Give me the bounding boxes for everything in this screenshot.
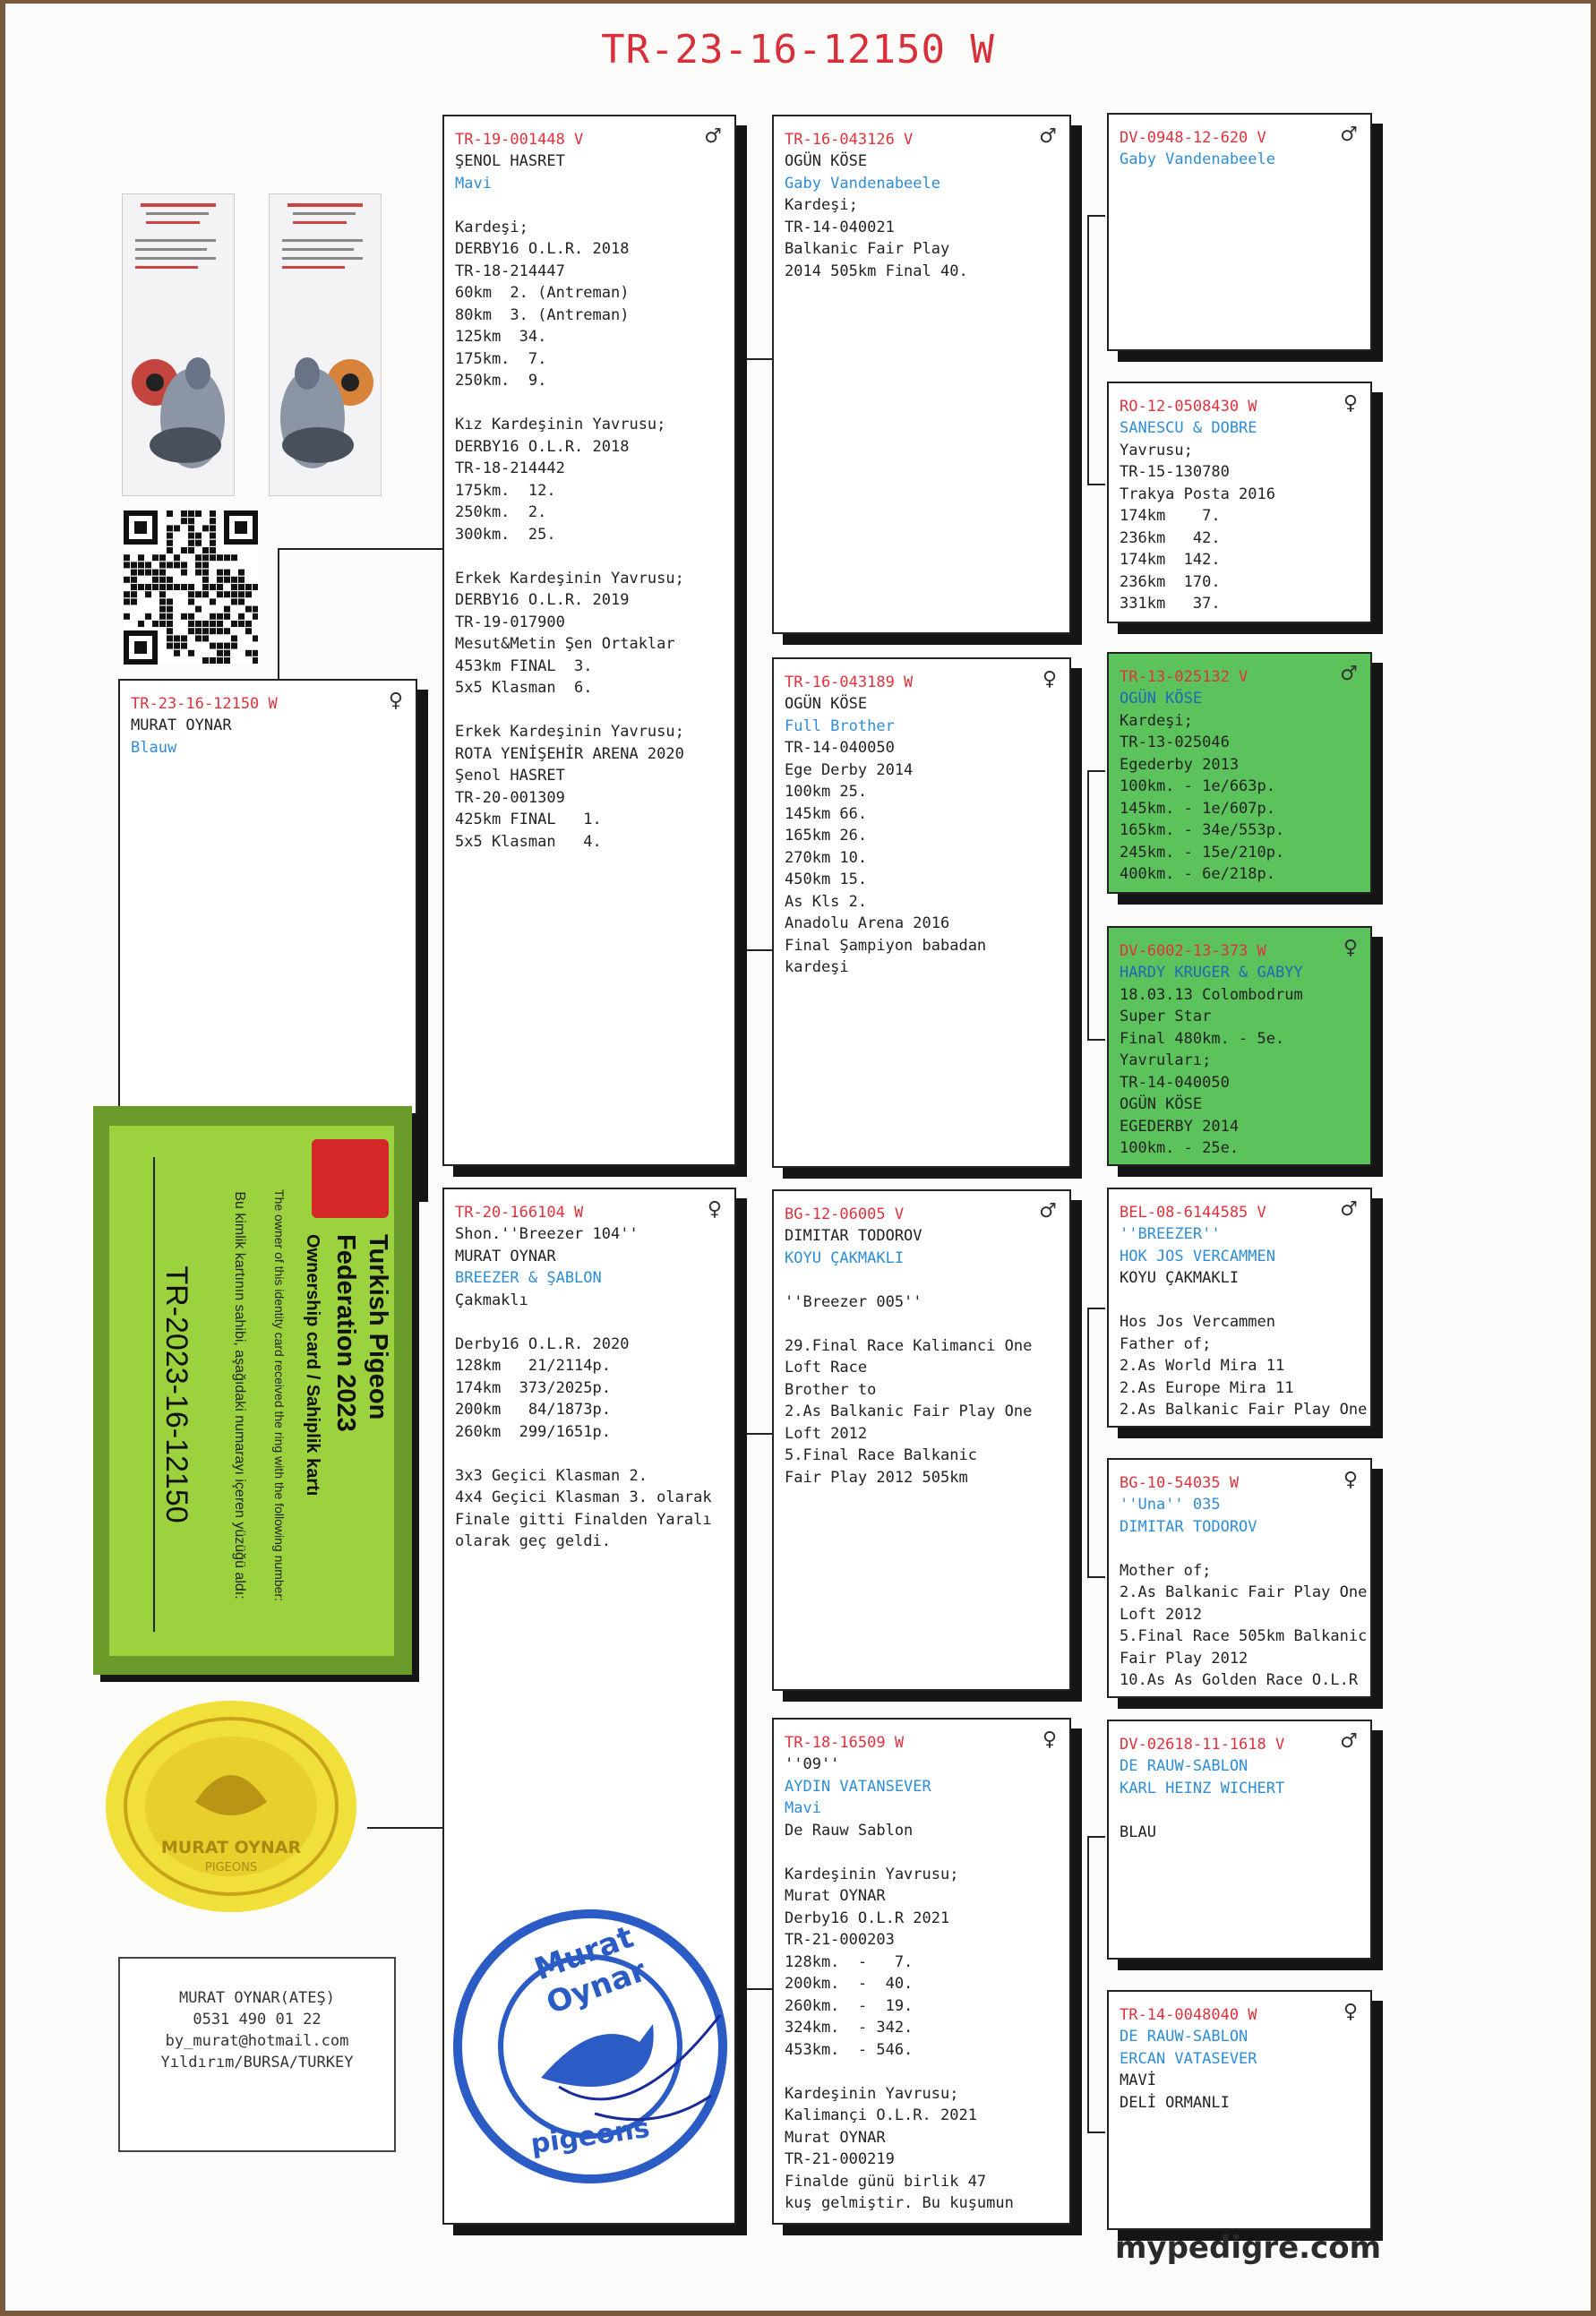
- detail-line: 128km 21/2114p.: [455, 1357, 611, 1375]
- ring-number: TR-14-0048040 W: [1120, 2006, 1257, 2024]
- detail-line: TR-21-000203: [785, 1931, 895, 1949]
- pigeon-thumbnail-image: [123, 194, 234, 495]
- detail-line: [1120, 1538, 1360, 1560]
- ring-number: TR-23-16-12150 W: [131, 695, 278, 713]
- stamp-top-text: Murat Oynar: [529, 1918, 651, 2022]
- connector-line: [738, 358, 740, 949]
- detail-line: [785, 2061, 1059, 2083]
- detail-line: 245km. - 15e/210p.: [1120, 843, 1285, 862]
- female-icon: ♀: [1042, 1728, 1057, 1751]
- detail-line: Fair Play 2012: [1120, 1649, 1248, 1668]
- detail-line: MURAT OYNAR(ATEŞ): [179, 1989, 335, 2007]
- detail-line: DERBY16 O.L.R. 2019: [455, 591, 630, 609]
- detail-line: OGÜN KÖSE: [785, 152, 868, 170]
- detail-line: 174km 373/2025p.: [455, 1378, 611, 1397]
- detail-line: 2014 505km Final 40.: [785, 262, 968, 280]
- detail-line: Derby16 O.L.R 2021: [785, 1909, 950, 1927]
- male-icon: ♂: [1340, 1730, 1358, 1753]
- detail-line: Kız Kardeşinin Yavrusu;: [455, 416, 666, 433]
- card-details: [455, 150, 724, 853]
- detail-line: kardeşi: [785, 958, 849, 976]
- ring-number: TR-13-025132 V: [1120, 668, 1248, 686]
- detail-line: 4x4 Geçici Klasman 3. olarak: [455, 1488, 712, 1506]
- detail-line: ''Breezer 005'': [785, 1292, 922, 1311]
- sire-sire-sire-card[interactable]: [1107, 113, 1372, 351]
- detail-line: 3x3 Geçici Klasman 2.: [455, 1466, 648, 1485]
- detail-line: Final 480km. - 5e.: [1120, 1029, 1285, 1048]
- detail-line: Father of;: [1120, 1334, 1212, 1353]
- detail-line: 425km FINAL 1.: [455, 811, 602, 828]
- detail-line: OGÜN KÖSE: [1120, 1095, 1203, 1113]
- detail-line: Kardeşi;: [785, 196, 858, 214]
- ring-number: TR-19-001448 V: [455, 131, 584, 149]
- detail-line: 80km 3. (Antreman): [455, 305, 630, 324]
- card-details: [785, 1754, 1059, 2215]
- ownership-text-en: The owner of this identity card received the ring with the following number:: [272, 1189, 287, 1601]
- connector-line: [1087, 2132, 1105, 2133]
- detail-line: [1120, 1799, 1360, 1822]
- detail-line: 5.Final Race 505km Balkanic: [1120, 1627, 1368, 1645]
- detail-line: 400km. - 6e/218p.: [1120, 865, 1275, 883]
- detail-line: 125km 34.: [455, 328, 547, 346]
- card-details: [1120, 1755, 1360, 1843]
- detail-line: Derby16 O.L.R. 2020: [455, 1334, 630, 1353]
- female-icon: ♀: [388, 690, 403, 712]
- detail-line: 5x5 Klasman 6.: [455, 679, 593, 697]
- detail-line: Finalde günü birlik 47: [785, 2172, 987, 2191]
- detail-line: MAVİ: [1120, 2072, 1156, 2089]
- detail-line: TR-18-214442: [455, 459, 565, 477]
- detail-line: DERBY16 O.L.R. 2018: [455, 240, 630, 258]
- detail-line: Mavi: [455, 174, 492, 193]
- card-details: [1120, 688, 1360, 886]
- dam-dam-sire-card[interactable]: [1107, 1720, 1372, 1960]
- detail-line: 2.As Europe Mira 11: [1120, 1378, 1294, 1397]
- detail-line: ŞENOL HASRET: [455, 152, 565, 170]
- detail-line: 145km. - 1e/607p.: [1120, 799, 1275, 818]
- detail-line: 300km. 25.: [455, 525, 556, 544]
- detail-line: TR-15-130780: [1120, 463, 1230, 481]
- connector-line: [1087, 1836, 1105, 1838]
- detail-line: DELİ ORMANLI: [1120, 2093, 1230, 2112]
- card-details: [455, 1223, 724, 1553]
- ring-number: BEL-08-6144585 V: [1120, 1204, 1266, 1222]
- detail-line: HARDY KRUGER & GABYY: [1120, 964, 1303, 982]
- female-icon: ♀: [1343, 2001, 1358, 2023]
- sire-dam-card[interactable]: [772, 657, 1071, 1168]
- detail-line: BLAU: [1120, 1823, 1156, 1841]
- male-icon: ♂: [1039, 125, 1057, 148]
- detail-line: BREEZER & ŞABLON: [455, 1269, 602, 1287]
- detail-line: 236km 170.: [1120, 572, 1221, 591]
- detail-line: ''Una'' 035: [1120, 1496, 1221, 1514]
- connector-line: [1087, 1308, 1105, 1309]
- connector-line: [278, 548, 279, 681]
- card-details: [1120, 1223, 1368, 1421]
- connector-line: [278, 548, 444, 550]
- female-icon: ♀: [1343, 392, 1358, 415]
- detail-line: TR-14-040050: [1120, 1073, 1230, 1092]
- detail-line: DIMITAR TODOROV: [1120, 1517, 1257, 1536]
- ownership-card-inner: [109, 1126, 394, 1656]
- detail-line: 236km 42.: [1120, 528, 1221, 547]
- ownership-card: [93, 1106, 412, 1675]
- detail-line: TR-14-040021: [785, 218, 895, 236]
- detail-line: [1120, 1290, 1360, 1312]
- detail-line: 5x5 Klasman 4.: [455, 832, 602, 851]
- male-icon: ♂: [1340, 1198, 1358, 1221]
- detail-line: TR-21-000219: [785, 2150, 895, 2168]
- ownership-ring-number: TR-2023-16-12150: [153, 1157, 193, 1632]
- detail-line: Blauw: [131, 738, 177, 757]
- pedigree-thumbnail-right: [269, 193, 382, 496]
- detail-line: 5.Final Race Balkanic: [785, 1446, 977, 1464]
- detail-line: by_murat@hotmail.com: [165, 2032, 349, 2050]
- detail-line: Gaby Vandenabeele: [1120, 150, 1275, 168]
- detail-line: Finale gitti Finalden Yaralı: [455, 1510, 712, 1529]
- ring-number: TR-20-166104 W: [455, 1204, 584, 1222]
- detail-line: kuş gelmiştir. Bu kuşumun: [785, 2194, 1014, 2212]
- seal-subtext: PIGEONS: [204, 1861, 258, 1874]
- detail-line: 100km. - 1e/663p.: [1120, 777, 1275, 795]
- detail-line: SANESCU & DOBRE: [1120, 419, 1257, 437]
- detail-line: Kardeşinin Yavrusu;: [785, 2084, 959, 2103]
- detail-line: Yavruları;: [1120, 1051, 1212, 1069]
- detail-line: Şenol HASRET: [455, 767, 565, 785]
- detail-line: Super Star: [1120, 1008, 1212, 1025]
- card-details: [1120, 2026, 1360, 2114]
- card-details: [1120, 962, 1360, 1160]
- detail-line: ROTA YENİŞEHİR ARENA 2020: [455, 744, 684, 763]
- pigeon-thumbnail-image: [270, 194, 381, 495]
- connector-line: [1087, 770, 1105, 772]
- detail-line: 10.As As Golden Race O.L.R: [1120, 1671, 1359, 1689]
- detail-line: Erkek Kardeşinin Yavrusu;: [455, 569, 684, 588]
- detail-line: Kardeşi;: [1120, 711, 1193, 730]
- detail-line: 250km. 2.: [455, 503, 547, 521]
- detail-line: 324km. - 342.: [785, 2019, 914, 2037]
- detail-line: [455, 392, 724, 415]
- qr-code[interactable]: [124, 510, 258, 665]
- detail-line: [455, 699, 724, 722]
- gold-seal-image: [97, 1694, 365, 1918]
- detail-line: 165km 26.: [785, 827, 868, 845]
- detail-line: Full Brother: [785, 716, 895, 735]
- detail-line: Çakmaklı: [455, 1291, 528, 1309]
- qr-code-image: [124, 510, 258, 665]
- detail-line: TR-14-040050: [785, 739, 895, 757]
- connector-line: [738, 358, 774, 360]
- detail-line: 175km. 7.: [455, 349, 547, 368]
- detail-line: 174km 142.: [1120, 551, 1221, 569]
- detail-line: Fair Play 2012 505km: [785, 1468, 968, 1487]
- detail-line: Trakya Posta 2016: [1120, 485, 1275, 503]
- connector-line: [738, 1988, 774, 1990]
- detail-line: Anadolu Arena 2016: [785, 914, 950, 932]
- detail-line: 165km. - 34e/553p.: [1120, 821, 1285, 839]
- detail-line: 128km. - 7.: [785, 1952, 914, 1971]
- seal-text: MURAT OYNAR: [160, 1838, 302, 1857]
- detail-line: 174km 7.: [1120, 507, 1221, 525]
- female-icon: ♀: [1343, 1469, 1358, 1491]
- detail-line: 453km FINAL 3.: [455, 656, 593, 675]
- detail-line: Murat OYNAR: [785, 1887, 886, 1905]
- detail-line: 260km. - 19.: [785, 1996, 914, 2015]
- detail-line: Balkanic Fair Play: [785, 240, 950, 258]
- detail-line: 200km. - 40.: [785, 1975, 914, 1993]
- male-icon: ♂: [1340, 663, 1358, 685]
- pedigree-thumbnail-left: [122, 193, 235, 496]
- female-icon: ♀: [1343, 937, 1358, 959]
- detail-line: Hos Jos Vercammen: [1120, 1313, 1275, 1331]
- detail-line: Yıldırım/BURSA/TURKEY: [160, 2054, 354, 2072]
- male-icon: ♂: [1039, 1200, 1057, 1222]
- detail-line: TR-19-017900: [455, 613, 565, 631]
- detail-line: 2.As Balkanic Fair Play One: [785, 1402, 1033, 1420]
- detail-line: Yavrusu;: [1120, 441, 1193, 459]
- detail-line: Loft Race: [785, 1359, 868, 1377]
- sire-sire-dam-card[interactable]: [1107, 382, 1372, 623]
- sire-card[interactable]: [442, 115, 736, 1166]
- detail-line: 29.Final Race Kalimanci One: [785, 1336, 1033, 1355]
- detail-line: ''09'': [785, 1755, 840, 1773]
- ownership-card-label: Ownership card / Sahiplik kartı: [303, 1234, 322, 1497]
- dam-sire-card[interactable]: [772, 1189, 1071, 1691]
- federation-name-line2: Federation 2023: [331, 1234, 360, 1432]
- detail-line: 175km. 12.: [455, 481, 556, 500]
- ring-number: RO-12-0508430 W: [1120, 398, 1257, 416]
- ring-number: DV-02618-11-1618 V: [1120, 1736, 1285, 1754]
- dam-dam-dam-card[interactable]: [1107, 1990, 1372, 2230]
- female-icon: ♀: [707, 1198, 722, 1221]
- connector-line: [738, 949, 774, 951]
- detail-line: 2.As Balkanic Fair Play One: [1120, 1583, 1368, 1601]
- detail-line: Mavi: [785, 1799, 821, 1817]
- detail-line: 18.03.13 Colombodrum: [1120, 985, 1303, 1004]
- card-details: [1120, 149, 1360, 171]
- ring-number: TR-16-043189 W: [785, 673, 914, 691]
- stamp-bottom-text: pigeons: [528, 2112, 652, 2161]
- male-icon: ♂: [704, 125, 722, 148]
- detail-line: 453km. - 546.: [785, 2040, 914, 2059]
- ring-number: DV-0948-12-620 V: [1120, 129, 1266, 147]
- detail-line: MURAT OYNAR: [455, 1247, 556, 1265]
- card-details: [131, 715, 405, 759]
- card-details: [1120, 1494, 1368, 1692]
- gold-seal-sticker: [97, 1694, 365, 1918]
- connector-line: [1087, 770, 1089, 1039]
- detail-line: DIMITAR TODOROV: [785, 1227, 922, 1245]
- ownership-text-tr: Bu kimlik kartının sahibi, aşağıdaki numarayı içeren yüzüğü aldı:: [232, 1191, 247, 1600]
- detail-line: Mesut&Metin Şen Ortaklar: [455, 635, 675, 653]
- connector-line: [1087, 215, 1105, 217]
- male-icon: ♂: [1340, 124, 1358, 146]
- ring-number: BG-12-06005 V: [785, 1205, 905, 1223]
- detail-line: DERBY16 O.L.R. 2018: [455, 437, 630, 456]
- detail-line: Kardeşi;: [455, 218, 528, 236]
- detail-line: Shon.''Breezer 104'': [455, 1225, 639, 1243]
- detail-line: KARL HEINZ WICHERT: [1120, 1779, 1285, 1797]
- detail-line: ''BREEZER'': [1120, 1225, 1221, 1243]
- detail-line: DE RAUW-SABLON: [1120, 2028, 1248, 2046]
- detail-line: TR-13-025046: [1120, 733, 1230, 751]
- detail-line: 2.As Balkanic Fair Play One: [1120, 1401, 1368, 1419]
- detail-line: 250km. 9.: [455, 372, 547, 390]
- detail-line: 260km 299/1651p.: [455, 1422, 611, 1441]
- detail-line: Mother of;: [1120, 1561, 1212, 1580]
- ring-number: BG-10-54035 W: [1120, 1474, 1240, 1492]
- detail-line: [455, 1443, 724, 1465]
- card-details: [785, 150, 1059, 282]
- detail-line: 450km 15.: [785, 871, 868, 888]
- connector-line: [738, 1433, 740, 1988]
- connector-line: [1087, 215, 1089, 484]
- detail-line: [785, 1269, 1059, 1291]
- detail-line: ERCAN VATASEVER: [1120, 2049, 1257, 2068]
- detail-line: OGÜN KÖSE: [1120, 690, 1203, 708]
- card-details: [1120, 417, 1360, 615]
- detail-line: KOYU ÇAKMAKLI: [785, 1248, 905, 1267]
- detail-line: Final Şampiyon babadan: [785, 936, 987, 955]
- detail-line: AYDIN VATANSEVER: [785, 1777, 931, 1796]
- connector-line: [1087, 1308, 1089, 1576]
- detail-line: HOK JOS VERCAMMEN: [1120, 1247, 1275, 1265]
- connector-line: [367, 1827, 444, 1829]
- ring-number: TR-18-16509 W: [785, 1734, 905, 1752]
- contact-details: [120, 1987, 394, 2073]
- ownership-card-text: [136, 1139, 396, 1663]
- detail-line: As Kls 2.: [785, 892, 868, 911]
- detail-line: 2.As World Mira 11: [1120, 1357, 1285, 1375]
- detail-line: OGÜN KÖSE: [785, 695, 868, 713]
- ring-number: TR-16-043126 V: [785, 131, 914, 149]
- detail-line: 60km 2. (Antreman): [455, 284, 630, 302]
- detail-line: KOYU ÇAKMAKLI: [1120, 1269, 1240, 1287]
- detail-line: [455, 194, 724, 217]
- detail-line: Murat OYNAR: [785, 2128, 886, 2147]
- sire-dam-dam-card[interactable]: [1107, 926, 1372, 1166]
- female-icon: ♀: [1042, 668, 1057, 691]
- detail-line: olarak geç geldi.: [455, 1532, 611, 1550]
- detail-line: Brother to: [785, 1380, 877, 1399]
- breeder-stamp: [451, 1908, 729, 2185]
- site-footer[interactable]: mypedigre.com: [1115, 2230, 1382, 2266]
- detail-line: Egederby 2013: [1120, 755, 1240, 774]
- detail-line: 100km. - 25e.: [1120, 1139, 1240, 1157]
- detail-line: EGEDERBY 2014: [1120, 1117, 1240, 1136]
- connector-line: [1087, 1836, 1089, 2132]
- detail-line: TR-20-001309: [455, 788, 565, 807]
- detail-line: Loft 2012: [1120, 1605, 1203, 1624]
- connector-line: [1087, 1576, 1105, 1578]
- detail-line: Gaby Vandenabeele: [785, 174, 940, 193]
- detail-line: 200km 84/1873p.: [455, 1401, 611, 1419]
- detail-line: [785, 1841, 1059, 1864]
- dam-dam-card[interactable]: [772, 1718, 1071, 2225]
- detail-line: Loft 2012: [785, 1424, 868, 1443]
- detail-line: DE RAUW-SABLON: [1120, 1757, 1248, 1775]
- card-details: [785, 693, 1059, 979]
- detail-line: MURAT OYNAR: [131, 716, 232, 734]
- card-details: [785, 1225, 1059, 1488]
- ring-number: DV-6002-13-373 W: [1120, 942, 1266, 960]
- detail-line: 331km 37.: [1120, 595, 1221, 613]
- detail-line: Ege Derby 2014: [785, 760, 914, 779]
- contact-box: [118, 1957, 396, 2152]
- connector-line: [1087, 484, 1105, 485]
- detail-line: 270km 10.: [785, 848, 868, 867]
- dam-sire-dam-card[interactable]: [1107, 1458, 1372, 1698]
- detail-line: [785, 1313, 1059, 1335]
- detail-line: TR-18-214447: [455, 262, 565, 280]
- detail-line: 0531 490 01 22: [193, 2011, 322, 2029]
- detail-line: Kalimançi O.L.R. 2021: [785, 2106, 977, 2124]
- dam-sire-sire-card[interactable]: [1107, 1188, 1372, 1428]
- connector-line: [1087, 1039, 1105, 1041]
- detail-line: 145km 66.: [785, 804, 868, 823]
- detail-line: [455, 1311, 724, 1334]
- detail-line: Erkek Kardeşinin Yavrusu;: [455, 723, 684, 741]
- detail-line: De Rauw Sablon: [785, 1821, 914, 1840]
- detail-line: [455, 545, 724, 568]
- sire-dam-sire-card[interactable]: [1107, 652, 1372, 894]
- sire-sire-card[interactable]: [772, 115, 1071, 634]
- federation-logo: [312, 1139, 389, 1218]
- federation-name-line1: Turkish Pigeon: [364, 1234, 392, 1420]
- connector-line: [738, 1433, 774, 1435]
- detail-line: 100km 25.: [785, 783, 868, 801]
- page-title: TR-23-16-12150 W: [601, 27, 995, 73]
- detail-line: Kardeşinin Yavrusu;: [785, 1865, 959, 1883]
